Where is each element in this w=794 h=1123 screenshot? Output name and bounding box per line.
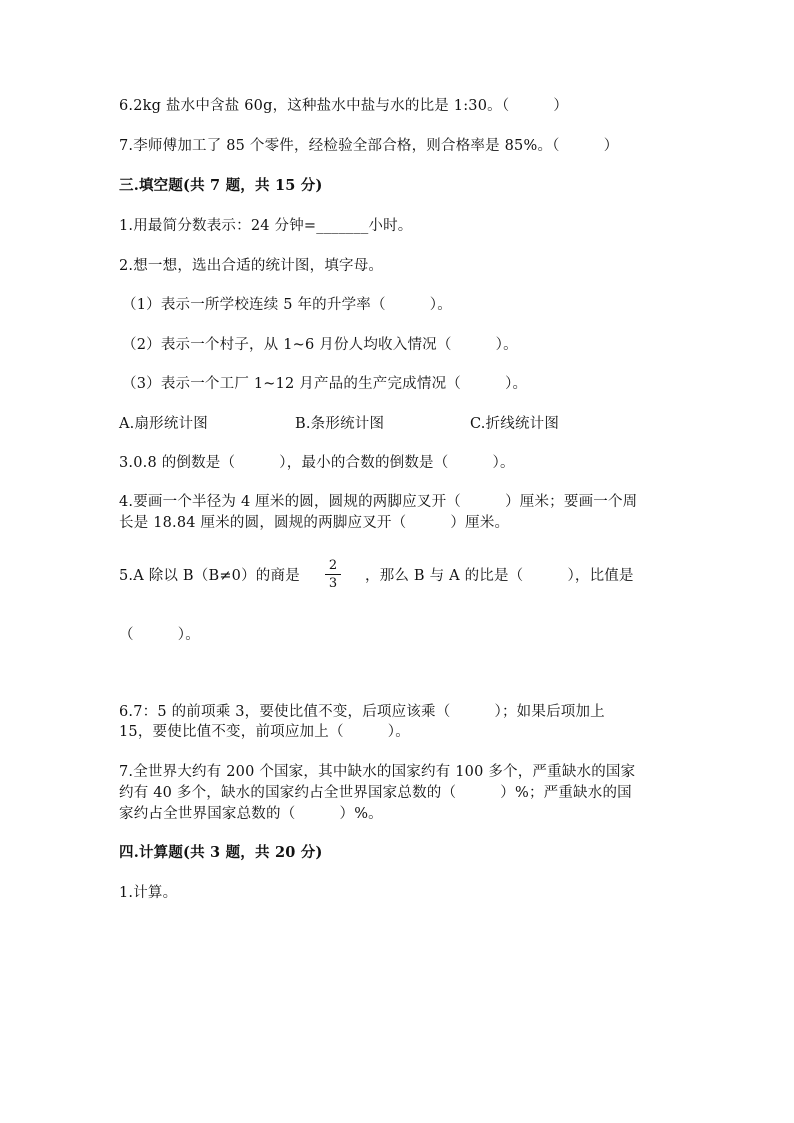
fraction-numerator: 2 xyxy=(328,558,338,573)
fraction-bar xyxy=(325,574,341,575)
fill-q2-option-b: B.条形统计图 xyxy=(295,416,385,432)
fill-q5-fraction xyxy=(323,558,343,591)
judge-item-6: 6.2kg 盐水中含盐 60g，这种盐水中盐与水的比是 1:30。（ ） xyxy=(119,98,569,114)
fill-q2-sub3: （3）表示一个工厂 1~12 月产品的生产完成情况（ ）。 xyxy=(122,376,528,392)
fill-q2-option-c: C.折线统计图 xyxy=(470,416,560,432)
fill-q2-stem: 2.想一想，选出合适的统计图，填字母。 xyxy=(119,258,384,274)
section3-title: 三.填空题(共 7 题，共 15 分) xyxy=(119,177,323,194)
fill-q3: 3.0.8 的倒数是（ ），最小的合数的倒数是（ ）。 xyxy=(119,455,515,471)
fraction-denominator: 3 xyxy=(328,576,338,591)
fill-q7-line3: 家约占全世界国家总数的（ ）%。 xyxy=(119,806,383,822)
fill-q7-line2: 约有 40 多个，缺水的国家约占全世界国家总数的（ ）%；严重缺水的国 xyxy=(119,785,632,801)
fill-q5-after: ，那么 B 与 A 的比是（ ），比值是 xyxy=(365,568,634,584)
fill-q1: 1.用最简分数表示：24 分钟=_______小时。 xyxy=(119,218,413,234)
fill-q2-option-a: A.扇形统计图 xyxy=(119,416,208,432)
fill-q2-sub1: （1）表示一所学校连续 5 年的升学率（ ）。 xyxy=(122,297,452,313)
judge-item-7: 7.李师傅加工了 85 个零件，经检验全部合格，则合格率是 85%。（ ） xyxy=(119,138,619,154)
fill-q7-line1: 7.全世界大约有 200 个国家，其中缺水的国家约有 100 多个，严重缺水的国家 xyxy=(119,764,636,780)
fill-q5-before: 5.A 除以 B（B≠0）的商是 xyxy=(119,568,300,584)
fill-q6-line2: 15，要使比值不变，前项应加上（ ）。 xyxy=(119,724,410,740)
fill-q4-line2: 长是 18.84 厘米的圆，圆规的两脚应叉开（ ）厘米。 xyxy=(119,515,510,531)
section4-title: 四.计算题(共 3 题，共 20 分) xyxy=(119,844,323,861)
fill-q6-line1: 6.7：5 的前项乘 3，要使比值不变，后项应该乘（ ）；如果后项加上 xyxy=(119,704,605,720)
fill-q4-line1: 4.要画一个半径为 4 厘米的圆，圆规的两脚应叉开（ ）厘米；要画一个周 xyxy=(119,494,638,510)
fill-q2-sub2: （2）表示一个村子，从 1~6 月份人均收入情况（ ）。 xyxy=(122,337,518,353)
fill-q5-line2: （ ）。 xyxy=(119,627,200,643)
calc-q1: 1.计算。 xyxy=(119,885,178,901)
